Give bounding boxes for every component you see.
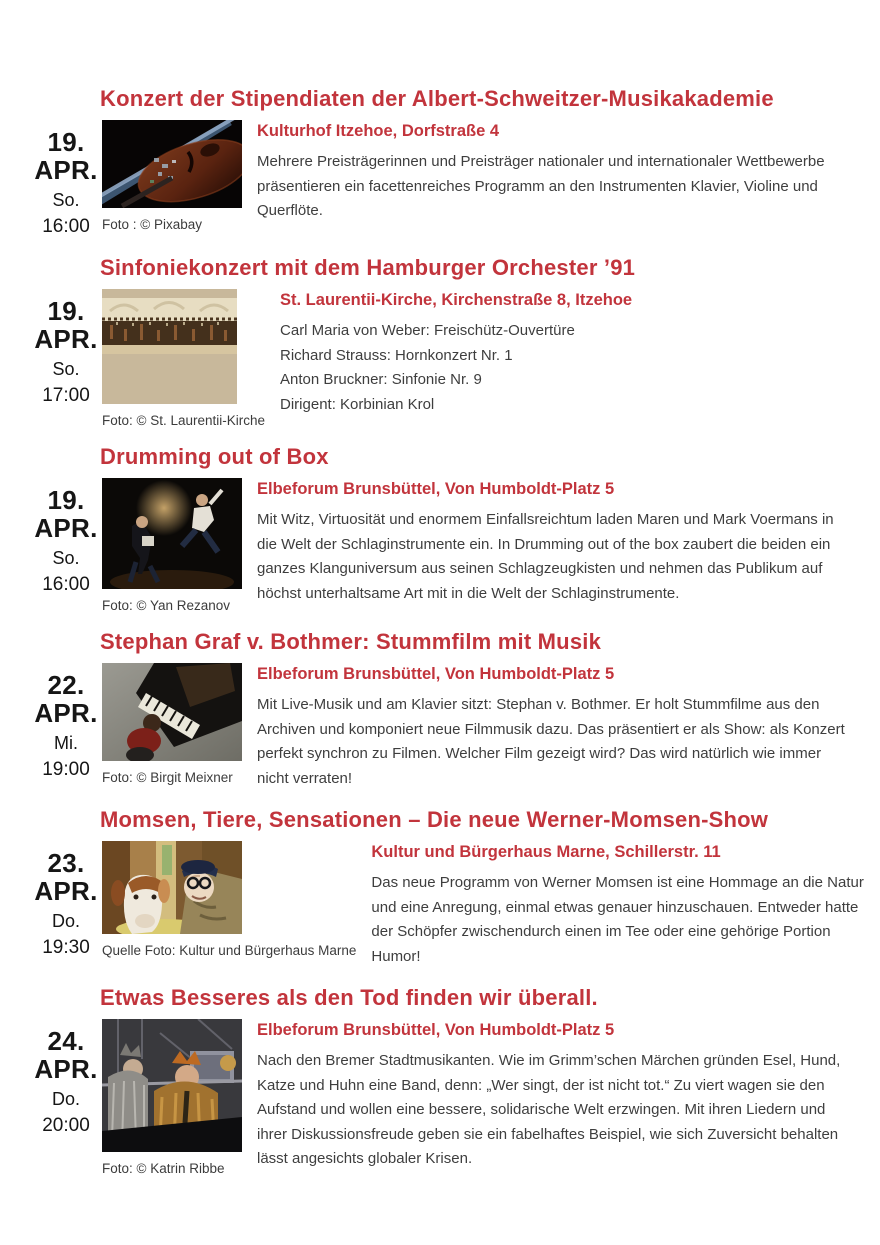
event-date-weekday: Do. — [51, 911, 80, 931]
photo-credit: Foto: © St. Laurentii-Kirche — [102, 413, 266, 428]
event-date — [30, 1019, 102, 1138]
event-date-month: APR. — [34, 324, 98, 354]
photo-credit: Foto : © Pixabay — [102, 217, 202, 232]
event-photo — [102, 663, 242, 761]
event-title: Momsen, Tiere, Sensationen – Die neue Werner-Momsen-Show — [100, 807, 769, 832]
event-media — [102, 663, 242, 785]
program-line: Carl Maria von Weber: Freischütz-Ouvertüre — [280, 322, 575, 339]
event-photo — [102, 1019, 242, 1152]
event-date-day: 24. — [47, 1026, 85, 1056]
event-date-month: APR. — [34, 876, 98, 906]
event-description: Mit Witz, Virtuosität und enormem Einfallsreichtum laden Maren und Mark Voermans in die Welt der Schlaginstrumente ein. In Drumming out of the box zaubert die beiden ein ganzes Klanguniversum aus seinen Schlagzeugkisten und nehmen das Publikum auf höchst unterhaltsame Art mit in die Welt der Schlaginstrumente. — [257, 511, 834, 602]
event-media — [102, 841, 356, 958]
event-date-weekday: So. — [52, 359, 80, 379]
event-date-weekday: So. — [52, 548, 80, 568]
event-photo — [102, 478, 242, 589]
event-date-weekday: Do. — [51, 1089, 80, 1109]
event-title: Etwas Besseres als den Tod finden wir überall. — [100, 985, 598, 1010]
event-text — [257, 1019, 857, 1172]
event-venue: Elbeforum Brunsbüttel, Von Humboldt-Platz 5 — [257, 1021, 615, 1039]
event-card — [0, 255, 880, 428]
event-date — [30, 841, 102, 960]
event-date-time: 17:00 — [42, 385, 90, 406]
event-photo — [102, 120, 242, 208]
photo-credit: Quelle Foto: Kultur und Bürgerhaus Marne — [102, 943, 357, 958]
event-text — [257, 663, 857, 791]
event-date-month: APR. — [34, 698, 98, 728]
event-date-time: 19:00 — [42, 759, 90, 780]
event-date-day: 19. — [47, 485, 85, 515]
event-date-month: APR. — [34, 513, 98, 543]
event-description: Nach den Bremer Stadtmusikanten. Wie im Grimm’schen Märchen gründen Esel, Hund, Katze und Huhn eine Band, denn: „Wer singt, der ist nicht tot.“ Zu viert wagen sie den Aufstand und wollen eine bessere, solidarische Welt erzwingen. Mit ihren Liedern und ihrer Diskussionsfreude geben sie ein fabelhaftes Beispiel, wie sich Zuversicht behalten lässt angesichts globaler Krisen. — [257, 1052, 841, 1167]
event-description — [280, 319, 876, 417]
event-card — [0, 86, 880, 239]
event-venue: Kultur und Bürgerhaus Marne, Schillerstr. 11 — [371, 843, 721, 861]
event-description: Das neue Programm von Werner Momsen ist eine Hommage an die Natur und eine Anregung, einmal etwas genauer hinzuschauen. Entweder hatte der Schöpfer zwischendurch einen im Tee oder eine gehörige Portion Humor! — [371, 874, 864, 965]
event-venue: Elbeforum Brunsbüttel, Von Humboldt-Platz 5 — [257, 665, 615, 683]
event-date-day: 22. — [47, 670, 85, 700]
event-media — [102, 1019, 242, 1176]
event-body — [0, 841, 880, 969]
event-title: Stephan Graf v. Bothmer: Stummfilm mit Musik — [100, 629, 602, 654]
photo-credit: Foto: © Yan Rezanov — [102, 598, 231, 613]
event-date — [30, 663, 102, 782]
program-line: Richard Strauss: Hornkonzert Nr. 1 — [280, 346, 513, 364]
photo-credit: Foto: © Birgit Meixner — [102, 770, 233, 785]
event-date-weekday: Mi. — [54, 733, 78, 753]
event-card — [0, 807, 880, 969]
event-venue: St. Laurentii-Kirche, Kirchenstraße 8, Itzehoe — [280, 291, 633, 309]
event-media — [102, 289, 265, 428]
event-card — [0, 629, 880, 791]
event-text — [280, 289, 880, 417]
program-line: Anton Bruckner: Sinfonie Nr. 9 — [280, 371, 482, 388]
program-line: Dirigent: Korbinian Krol — [280, 395, 435, 413]
event-date-month: APR. — [34, 155, 98, 185]
event-photo — [102, 289, 265, 404]
event-title: Konzert der Stipendiaten der Albert-Schweitzer-Musikakademie — [100, 86, 774, 111]
event-date — [30, 478, 102, 597]
event-title: Drumming out of Box — [100, 444, 329, 469]
event-description: Mit Live-Musik und am Klavier sitzt: Stephan v. Bothmer. Er holt Stummfilme aus den Archiven und komponiert neue Filmmusik dazu. Das präsentiert er als Show: als Konzert perfekt synchron zu Filmen. Welcher Film gezeigt wird? Das wird natürlich wie immer nicht verraten! — [257, 696, 845, 787]
event-date — [30, 120, 102, 239]
event-date-time: 20:00 — [42, 1115, 90, 1136]
event-list — [0, 86, 880, 1176]
event-date-day: 19. — [47, 127, 85, 157]
event-media — [102, 120, 242, 232]
event-date-day: 23. — [47, 848, 85, 878]
event-body — [0, 478, 880, 613]
event-date-month: APR. — [34, 1054, 98, 1084]
event-date-day: 19. — [47, 296, 85, 326]
event-date-time: 16:00 — [42, 216, 90, 237]
event-card — [0, 444, 880, 613]
event-title: Sinfoniekonzert mit dem Hamburger Orchester ’91 — [100, 255, 636, 280]
event-body — [0, 120, 880, 239]
event-date — [30, 289, 102, 408]
event-body — [0, 289, 880, 428]
event-text — [257, 120, 857, 224]
event-body — [0, 663, 880, 791]
event-venue: Elbeforum Brunsbüttel, Von Humboldt-Platz 5 — [257, 480, 615, 498]
event-date-weekday: So. — [52, 190, 80, 210]
event-description: Mehrere Preisträgerinnen und Preisträger nationaler und internationaler Wettbewerbe präsentieren ein facettenreiches Programm an den Instrumenten Klavier, Violine und Querflöte. — [257, 153, 825, 219]
event-date-time: 19:30 — [42, 937, 90, 958]
event-venue: Kulturhof Itzehoe, Dorfstraße 4 — [257, 122, 500, 140]
event-date-time: 16:00 — [42, 574, 90, 595]
event-photo — [102, 841, 356, 934]
event-text — [257, 478, 857, 606]
event-card — [0, 985, 880, 1176]
event-text — [371, 841, 880, 969]
event-media — [102, 478, 242, 613]
event-body — [0, 1019, 880, 1176]
photo-credit: Foto: © Katrin Ribbe — [102, 1161, 225, 1176]
